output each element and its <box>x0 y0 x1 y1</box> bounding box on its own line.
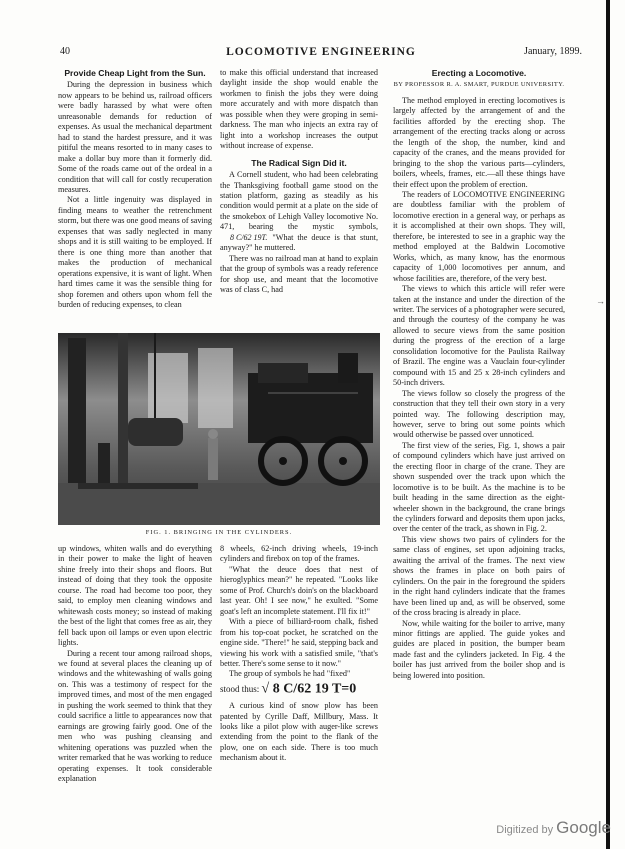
paragraph: Not a little ingenuity was displayed in finding means to weather the retrenchment storm, but there was one good means of saving expenses that was sadly neglected in many shops and it is still waiting to be employed. If there is one thing more than another that makes the production of mechanical operations expensive, it is want of light. When hard times came it was the sensible thing for shop foremen and others upon whom fell the burden of reducing expenses, to clean <box>58 195 212 309</box>
paragraph: 8 wheels, 62-inch driving wheels, 19-inch cylinders and firebox on top of the frames. <box>220 544 378 564</box>
article-title-cheap-light: Provide Cheap Light from the Sun. <box>64 68 206 78</box>
paragraph: The group of symbols he had "fixed" <box>229 669 351 679</box>
shop-photo-illustration <box>58 333 380 525</box>
paragraph: to make this official understand that increased daylight inside the shop would enable the workmen to finish the jobs they were doing more accurately and with more dispatch than was possible when they were groping in semi-darkness. The man who injects an extra ray of light into a workshop increases the output without increase of expense. <box>220 68 378 151</box>
paragraph: up windows, whiten walls and do everything in their power to make the light of heaven shine freely into their shops and floors. But instead of doing that they took the opposite course. The road had become too poor, they said, to employ men cleaning windows and whitewash costs money; so instead of making the best of the light that comes free as air, they fell back upon oil lamps or even upon electric lights. <box>58 544 212 648</box>
figure-photo-cylinders <box>58 333 380 525</box>
paragraph: The views follow so closely the progress of the construction that they tell their own story in a very pointed way. The following description may, however, serve to bring out some points which would otherwise be passed over unnoticed. <box>393 388 565 440</box>
watermark-brand: Google <box>556 818 611 837</box>
article-byline: BY PROFESSOR R. A. SMART, PURDUE UNIVERSITY. <box>393 81 565 89</box>
article-erecting-column <box>393 68 565 828</box>
paragraph: With a piece of billiard-room chalk, fished from his top-coat pocket, he scratched on the engine side. "There!" he said, stepping back and viewing his work with a satisfied smile, "that's better. There's some sense to it now." <box>220 617 378 668</box>
paragraph: A curious kind of snow plow has been patented by Cyrille Daff, Millbury, Mass. It looks like a pilot plow with auger-like screws extending from the point to the flank of the plow, one on each side. There is too much mechanism about it. <box>220 701 378 763</box>
page-number: 40 <box>60 46 70 57</box>
article-title-erecting: Erecting a Locomotive. <box>431 68 527 78</box>
paragraph-text: A Cornell student, who had been celebrating the Thanksgiving football game stood on the station platform, gazing as steadily as his condition would permit at a plate on the side of the smokebox of Lehigh Valley locomotive No. 471, bearing the mystic symbols, <box>220 170 378 232</box>
paragraph: During a recent tour among railroad shops, we found at several places the cleaning up of windows and the whitewashing of walls going on. This was a testimony of respect for the improved times, and most of the men engaged in pushing the work seemed to think that they could sacrifice a little to appearances now that earnings are growing fairly good. One of the men who was pushing cleansing and whitening operations was puzzled when the writer remarked that he was working to reduce operating expenses. It took considerable explanation <box>58 648 212 783</box>
paragraph: During the depression in business which now appears to be behind us, railroad officers were badly harassed by what were often unreasonable demands for reduction of expenses. As usual the mechanical department had to stand the hardest pressure, and it was pitiful the means resorted to in many cases to make a dollar buy more than it formerly did. Some of the roads came out of the ordeal in a condition that will call for costly recuperation measures. <box>58 80 212 194</box>
digitized-watermark <box>496 818 611 838</box>
paragraph: There was no railroad man at hand to explain that the group of symbols was a ready reference for shop use, and meant that the locomotive was of class C, had <box>220 253 378 295</box>
radical-sign-continued <box>220 544 378 764</box>
watermark-prefix: Digitized by <box>496 824 554 836</box>
formula-lead: stood thus: <box>220 683 260 694</box>
paragraph <box>220 170 378 254</box>
article-title-radical-sign: The Radical Sign Did it. <box>251 157 347 168</box>
middle-column <box>220 68 378 296</box>
paragraph: This view shows two pairs of cylinders for the same class of engines, set upon adjoining tracks, awaiting the arrival of the frames. The next view shows the frames in place on both pairs of cylinders. On the pair in the foreground the spiders in the right hand cylinders indicate that the frames have been lined up and, as will be observed, some of the cross bracing is already in place. <box>393 534 565 618</box>
smokebox-symbols: 8 C/62 19T. <box>230 232 268 242</box>
paragraph: The method employed in erecting locomotives is largely affected by the arrangement of and the facilities afforded by the erecting shop. The arrangement of the erecting tracks along or across the length of the shop, the number, kind and capacity of the cranes, and the means provided for bringing to the shop the various parts—cylinders, boilers, wheels, frames, etc.—all these things have their effect upon the problem of erection. <box>393 95 565 189</box>
margin-mark: → <box>596 296 605 306</box>
paragraph: The readers of LOCOMOTIVE ENGINEERING are doubtless familiar with the problem of locomotive erection in a general way, or perhaps as it is accomplished at their own shops. They will, therefore, be interested to see in a graphic way the method employed at the Baldwin Locomotive Works, which, as many know, has the enormous capacity of 1,000 locomotives per annum, and whose facilities are, therefore, of the very best. <box>393 189 565 283</box>
page-edge-bar <box>606 0 610 849</box>
paragraph: The views to which this article will refer were taken at the instance and under the direction of the writer. The services of a photographer were secured, and through the courtesy of the company he was allowed to secure views from the same position during the progress of the erection of a large consolidation locomotive for the Paulista Railway of Brazil. The engine was a Vauclain four-cylinder compound with 15 and 25 x 28-inch cylinders and 50-inch drivers. <box>393 284 565 388</box>
paragraph: Now, while waiting for the boiler to arrive, many minor fittings are applied. The guide yokes and guides are placed in position, the bumper beam made fast and the cylinders jacketed. In Fig. 4 the boiler has just arrived from the boiler shop and is being lowered into position. <box>393 618 565 680</box>
running-header <box>60 46 582 60</box>
running-title: LOCOMOTIVE ENGINEERING <box>226 46 416 58</box>
article-cheap-light-column <box>58 68 212 310</box>
paragraph-text: "What the deuce is that stunt, anyway?" he muttered. <box>220 232 378 253</box>
paragraph: "What the deuce does that nest of hieroglyphics mean?" he repeated. "Looks like some of Prof. Church's doin's on the blackboard last year. Oh! I see now," he exulted. "Some goat's left an incomplete statement. I'll fix it!" <box>220 564 378 616</box>
issue-date: January, 1899. <box>524 46 582 57</box>
formula-symbols: √ 8 C/62 19 T=0 <box>261 681 357 697</box>
figure-caption: FIG. 1. BRINGING IN THE CYLINDERS. <box>145 529 293 536</box>
formula-line <box>220 681 378 697</box>
cheap-light-continued <box>58 544 212 784</box>
paragraph: The first view of the series, Fig. 1, shows a pair of compound cylinders which have just arrived on the erecting floor in charge of the crane. They are shown suspended over the track upon which the locomotive is to be built. As the machine is to be built heading in the same direction as the eight-wheeler shown in the background, the crane brings the cylinders forward and deposits them upon jacks, over the center of the track, as shown in Fig. 2. <box>393 440 565 534</box>
